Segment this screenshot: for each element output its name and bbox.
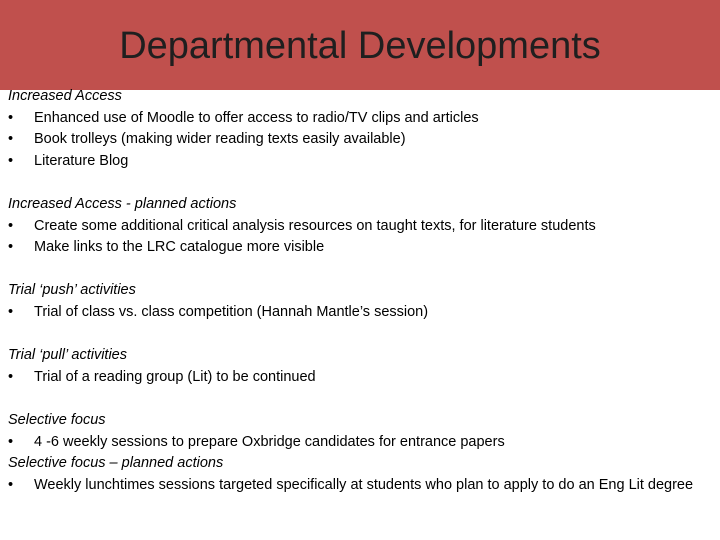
section-heading: Trial ‘pull’ activities: [8, 347, 127, 364]
list-item-text: Book trolleys (making wider reading texts easily available): [34, 131, 406, 148]
list-item-text: Trial of a reading group (Lit) to be continued: [34, 368, 316, 385]
list-item: [8, 216, 712, 238]
bullet-icon: •: [8, 433, 14, 450]
section-trial-push: [8, 280, 712, 323]
list-item: [8, 237, 712, 259]
bullet-icon: •: [8, 131, 14, 148]
bullet-icon: •: [8, 109, 14, 126]
list-item-text: Trial of class vs. class competition (Hannah Mantle’s session): [34, 303, 429, 320]
list-item: [8, 475, 712, 497]
bullet-list: [8, 302, 712, 324]
section-heading: Increased Access - planned actions: [8, 195, 237, 212]
bullet-icon: •: [8, 368, 14, 385]
bullet-icon: •: [8, 239, 14, 256]
bullet-list: [8, 216, 712, 259]
section-increased-access-planned: [8, 194, 712, 259]
bullet-list: [8, 432, 712, 454]
bullet-icon: •: [8, 152, 14, 169]
section-trial-pull: [8, 345, 712, 388]
bullet-icon: •: [8, 303, 14, 320]
section-heading: Increased Access: [8, 88, 122, 104]
list-item-text: Make links to the LRC catalogue more visible: [34, 239, 325, 256]
bullet-list: [8, 475, 712, 497]
list-item-text: Literature Blog: [34, 152, 129, 169]
section-selective-focus-planned: [8, 453, 712, 496]
section-increased-access: [8, 86, 712, 172]
list-item: [8, 302, 712, 324]
list-item-text: Create some additional critical analysis resources on taught texts, for literature students: [34, 217, 596, 234]
list-item: [8, 108, 712, 130]
bullet-icon: •: [8, 476, 14, 493]
list-item: [8, 367, 712, 389]
list-item: [8, 129, 712, 151]
section-selective-focus: [8, 410, 712, 453]
list-item-text: 4 -6 weekly sessions to prepare Oxbridge candidates for entrance papers: [34, 433, 505, 450]
slide-title: Departmental Developments: [119, 25, 601, 67]
bullet-list: [8, 108, 712, 173]
list-item-text: Enhanced use of Moodle to offer access to radio/TV clips and articles: [34, 109, 479, 126]
list-item-text: Weekly lunchtimes sessions targeted specifically at students who plan to apply to do an Eng Lit degree: [34, 476, 694, 493]
bullet-icon: •: [8, 217, 14, 234]
bullet-list: [8, 367, 712, 389]
section-heading: Selective focus – planned actions: [8, 455, 224, 472]
section-heading: Selective focus: [8, 411, 106, 428]
list-item: [8, 151, 712, 173]
section-heading: Trial ‘push’ activities: [8, 282, 136, 299]
slide-content: [8, 86, 712, 496]
list-item: [8, 432, 712, 454]
